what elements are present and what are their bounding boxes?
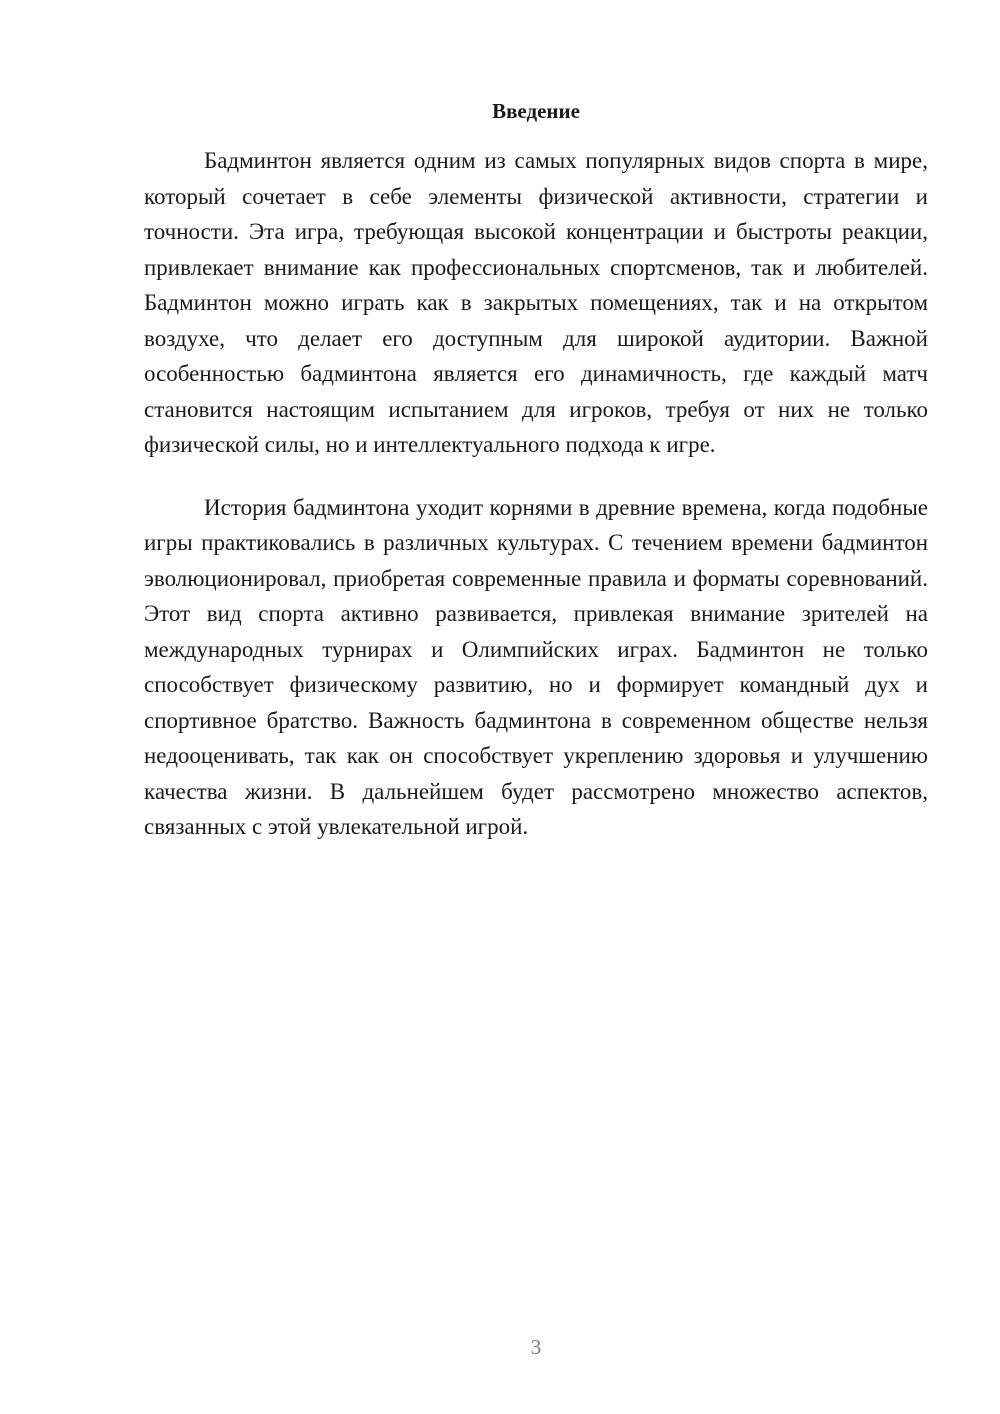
- paragraph-2: История бадминтона уходит корнями в древние времена, когда подобные игры практиковались в различных культурах. С течением времени бадминтон эволюционировал, приобретая современные правила и форматы соревнований. Этот вид спорта активно развивается, привлекая внимание зрителей на международных турнирах и Олимпийских играх. Бадминтон не только способствует физическому развитию, но и формирует командный дух и спортивное братство. Важность бадминтона в современном обществе нельзя недооценивать, так как он способствует укреплению здоровья и улучшению качества жизни. В дальнейшем будет рассмотрено множество аспектов, связанных с этой увлекательной игрой.: [144, 494, 928, 839]
- page-number: 3: [530, 1335, 542, 1359]
- paragraph-1: Бадминтон является одним из самых популярных видов спорта в мире, который сочетает в себе элементы физической активности, стратегии и точности. Эта игра, требующая высокой концентрации и быстроты реакции, привлекает внимание как профессиональных спортсменов, так и любителей. Бадминтон можно играть как в закрытых помещениях, так и на открытом воздухе, что делает его доступным для широкой аудитории. Важной особенностью бадминтона является его динамичность, где каждый матч становится настоящим испытанием для игроков, требуя от них не только физической силы, но и интеллектуального подхода к игре.: [144, 148, 928, 457]
- body-text: [144, 143, 928, 872]
- section-heading: Введение: [492, 99, 580, 123]
